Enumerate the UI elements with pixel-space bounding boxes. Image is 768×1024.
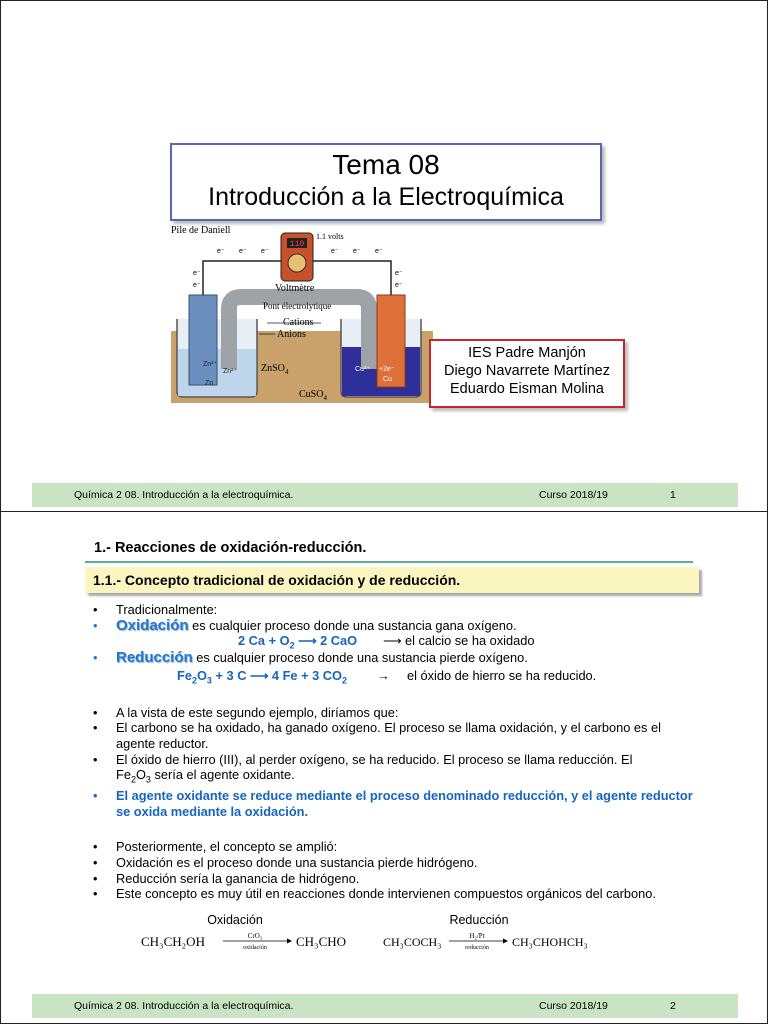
electron-label: e⁻ (395, 282, 403, 289)
authors-box (429, 339, 625, 408)
reduction-keyword: Reducción (116, 649, 193, 667)
page-number: 1 (670, 489, 676, 501)
heading-underline (85, 561, 693, 563)
bridge-label: Pont électrolytique (263, 301, 332, 311)
electron-label: e⁻ (395, 270, 403, 277)
daniell-cell-figure (171, 219, 433, 403)
list-item: • Tradicionalmente: (93, 602, 218, 617)
author-line: IES Padre Manjón (468, 345, 586, 361)
copper-electrode (377, 295, 405, 387)
cations-label: Cations (283, 317, 314, 328)
electron-label: e⁻ (353, 248, 361, 255)
slide-footer (32, 994, 738, 1018)
red-arrowhead (503, 939, 508, 944)
electron-label: e⁻ (193, 282, 201, 289)
author-line: Eduardo Eisman Molina (450, 381, 604, 397)
volts-label: 1.1 volts (316, 232, 344, 241)
electron-label: e⁻ (331, 248, 339, 255)
list-item: • Reducción sería la ganancia de hidrógeno. (93, 870, 360, 886)
cu-label: Cu (383, 376, 392, 383)
reduction-label: Reducción (449, 913, 509, 927)
zn-label: Zn (205, 380, 214, 387)
list-item: • A la vista de este segundo ejemplo, diríamos que: (93, 704, 399, 720)
electron-label: e⁻ (193, 270, 201, 277)
title-box (170, 143, 602, 221)
electron-label: e⁻ (375, 248, 383, 255)
page-number: 2 (670, 1000, 676, 1012)
footer-course: Curso 2018/19 (539, 1000, 608, 1012)
red-reagent: H₂/Pt (469, 932, 485, 940)
znso4-label: ZnSO$_4$ (261, 363, 289, 376)
ox-reactant: CH₃CH₂OH (141, 934, 205, 949)
slide-title: Tema 08 (332, 149, 440, 180)
ox-reagent: CrO₃ (247, 932, 263, 940)
oxidation-label: Oxidación (207, 913, 263, 927)
list-item: • El carbono se ha oxidado, ha ganado oxígeno. El proceso se llama oxidación, y el carbono es el agente reductor. (93, 720, 661, 751)
cu-ion-label: Cu²⁺ (355, 366, 370, 373)
equation-2: $Fe_2O_3 + 3$ C ⟶ 4 Fe + 3 $CO_2$ → el óxido de hierro se ha reducido. (177, 667, 597, 686)
section-heading: 1.- Reacciones de oxidación-reducción. (94, 540, 367, 556)
voltmeter-label: Voltmètre (275, 283, 315, 294)
red-reactant: CH₃COCH₃ (383, 935, 442, 949)
cuso4-label: CuSO$_4$ (299, 389, 327, 402)
voltmeter-reading: 110 (289, 240, 305, 249)
slide-2 (0, 511, 768, 1024)
electron-label: e⁻ (239, 248, 247, 255)
zn-ion-label: Zn²⁺ (203, 361, 218, 368)
slide-footer (32, 483, 738, 507)
organic-reactions (93, 910, 653, 956)
author-line: Diego Navarrete Martínez (443, 363, 610, 379)
figure-label: Pile de Daniell (171, 225, 231, 236)
equation-1: 2 $Ca + O_2$ ⟶ 2 CaO ⟶ el calcio se ha oxidado (238, 633, 535, 651)
footer-title: Química 2 08. Introducción a la electroquímica. (74, 489, 294, 501)
electron-label: e⁻ (217, 248, 225, 255)
list-item: • El agente oxidante se reduce mediante el proceso denominado reducción, y el agente reductor se oxida mediante la oxidación. (93, 788, 693, 819)
zinc-electrode (189, 295, 217, 385)
voltmeter-dial (288, 254, 306, 272)
red-condition: reducción (465, 945, 489, 951)
footer-title: Química 2 08. Introducción a la electroquímica. (74, 1000, 294, 1012)
oxidation-keyword: Oxidación (116, 616, 189, 634)
zn-ion-label-2: Zn²⁺ (223, 368, 238, 375)
slide-subtitle: Introducción a la Electroquímica (208, 183, 564, 211)
red-product: CH₃CHOHCH₃ (512, 935, 588, 949)
list-item: • El óxido de hierro (III), al perder oxígeno, se ha reducido. El proceso se llama reducción. El $Fe_2O_3$ sería el agente oxidante. (93, 751, 633, 785)
footer-course: Curso 2018/19 (539, 489, 608, 501)
ox-arrowhead (287, 939, 292, 944)
list-item: • Reducción es cualquier proceso donde una sustancia pierde oxígeno. (93, 649, 528, 667)
ox-product: CH₃CHO (296, 934, 347, 949)
electron-label: e⁻ (261, 248, 269, 255)
plus2e-label: +2e⁻ (379, 366, 395, 373)
list-item: • Este concepto es muy útil en reacciones donde intervienen compuestos orgánicos del carbono. (93, 886, 656, 902)
ox-condition: oxidación (243, 945, 267, 951)
slide-body (93, 602, 693, 902)
list-item: • Oxidación es el proceso donde una sustancia pierde hidrógeno. (93, 855, 478, 871)
anions-label: Anions (277, 329, 306, 340)
list-item: • Posteriormente, el concepto se amplió: (93, 839, 338, 855)
subsection-heading: 1.1.- Concepto tradicional de oxidación y de reducción. (85, 567, 699, 593)
list-item: • Oxidación es cualquier proceso donde una sustancia gana oxígeno. (93, 616, 517, 634)
